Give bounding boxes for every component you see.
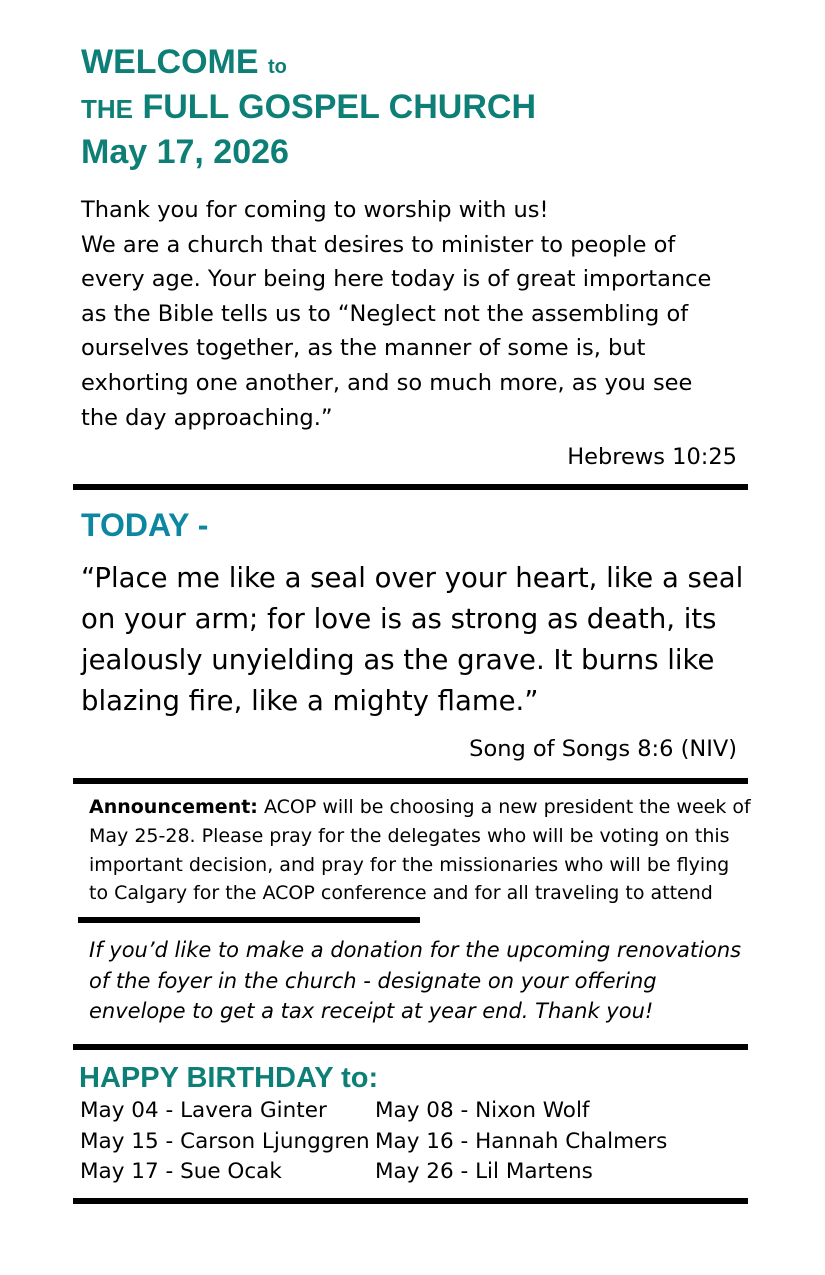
divider [73, 484, 748, 490]
church-name-the: THE [81, 94, 133, 124]
short-divider [78, 917, 420, 923]
birthday-heading: HAPPY BIRTHDAY to: [79, 1062, 379, 1094]
intro-line: We are a church that desires to minister to people of [81, 231, 676, 258]
donation-line: envelope to get a tax receipt at year end. Thank you! [89, 999, 654, 1024]
birthday-entry: May 16 - Hannah Chalmers [375, 1128, 668, 1154]
donation-line: If you’d like to make a donation for the upcoming renovations [89, 938, 742, 962]
announcement-line: May 25-28. Please pray for the delegates who will be voting on this [89, 824, 730, 847]
quote-line: “Place me like a seal over your heart, like a seal [81, 562, 744, 594]
birthday-entry: May 08 - Nixon Wolf [375, 1098, 590, 1123]
intro-line: as the Bible tells us to “Neglect not the assembling of [81, 300, 689, 327]
birthday-list-right [375, 1096, 667, 1188]
birthday-entry: May 04 - Lavera Ginter [80, 1098, 327, 1123]
divider [73, 1198, 748, 1204]
intro-line: ourselves together, as the manner of some is, but [81, 335, 646, 362]
today-reference: Song of Songs 8:6 (NIV) [469, 736, 737, 762]
birthday-list-left [80, 1096, 370, 1188]
intro-paragraph [81, 193, 749, 435]
birthday-entry: May 26 - Lil Martens [375, 1159, 593, 1184]
announcement-text: ACOP will be choosing a new president the week of [257, 796, 751, 818]
quote-line: blazing fire, like a mighty flame.” [81, 685, 539, 717]
welcome-word: WELCOME [81, 43, 259, 81]
announcement [89, 793, 751, 908]
service-date: May 17, 2026 [81, 133, 289, 171]
birthday-entry: May 15 - Carson Ljunggren [80, 1128, 370, 1154]
church-name: FULL GOSPEL CHURCH [142, 88, 536, 126]
birthday-entry: May 17 - Sue Ocak [80, 1159, 282, 1184]
church-name-heading [81, 88, 536, 127]
divider [73, 1044, 748, 1050]
today-quote [81, 558, 749, 722]
today-heading: TODAY - [81, 507, 209, 543]
quote-line: on your arm; for love is as strong as death, its [81, 603, 717, 635]
donation-note [89, 935, 742, 1027]
announcement-line: to Calgary for the ACOP conference and for all traveling to attend [89, 882, 713, 905]
intro-line: Thank you for coming to worship with us! [81, 197, 549, 223]
welcome-to: to [268, 56, 287, 78]
divider [73, 778, 748, 784]
intro-reference: Hebrews 10:25 [567, 444, 737, 470]
donation-line: of the foyer in the church - designate on your offering [89, 968, 657, 993]
announcement-line: important decision, and pray for the missionaries who will be flying [89, 853, 730, 876]
quote-line: jealously unyielding as the grave. It burns like [81, 644, 715, 676]
intro-line: exhorting one another, and so much more, as you see [81, 369, 693, 396]
intro-line: the day approaching.” [81, 404, 333, 431]
announcement-line [89, 793, 751, 822]
intro-line: every age. Your being here today is of great importance [81, 266, 712, 293]
announcement-label: Announcement: [89, 796, 258, 818]
welcome-heading [81, 43, 287, 82]
